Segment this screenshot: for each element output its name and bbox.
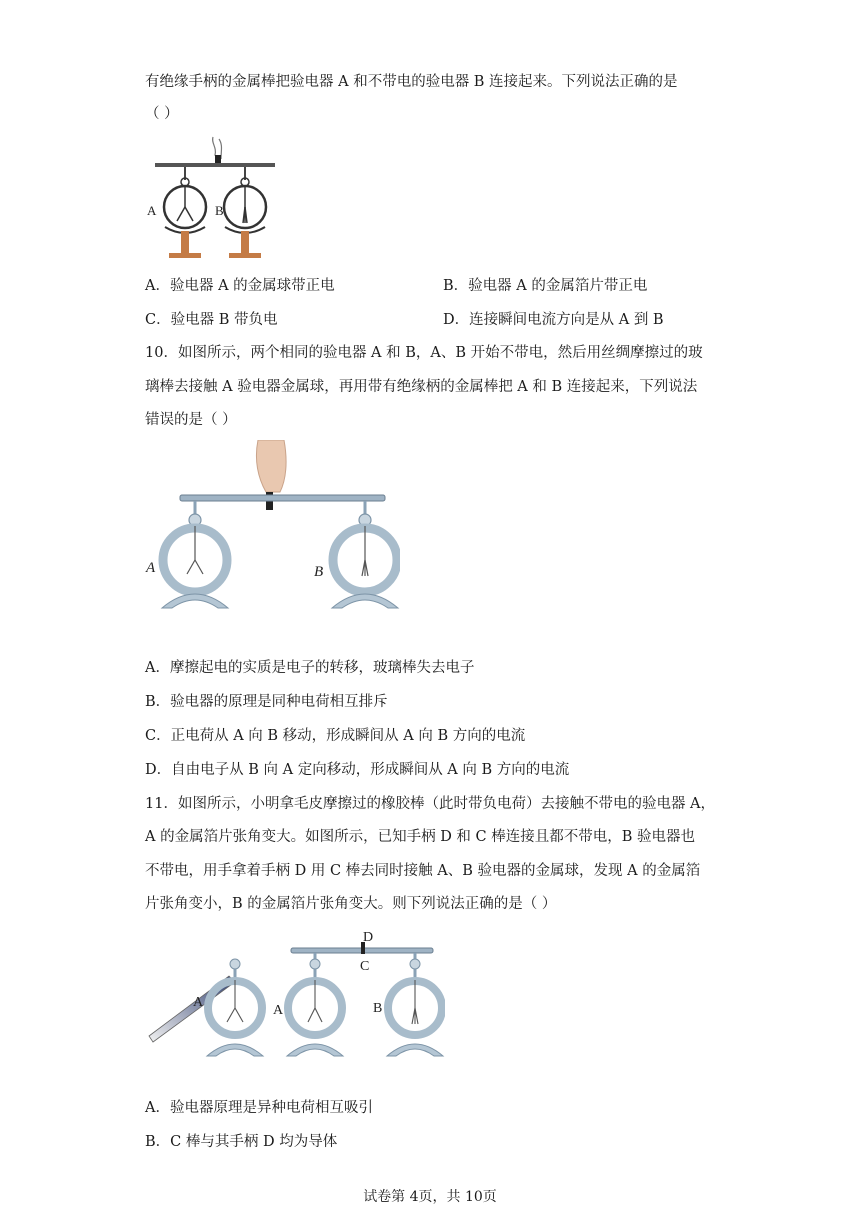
q9-option-b: B．验电器 A 的金属箔片带正电 [443,278,648,294]
q10-label-a: A [146,560,156,576]
q9-stem-line1: 有绝缘手柄的金属棒把验电器 A 和不带电的验电器 B 连接起来。下列说法正确的是 [145,74,678,90]
q10-option-c: C．正电荷从 A 向 B 移动，形成瞬间从 A 向 B 方向的电流 [145,728,526,744]
q11-label-b: B [373,1001,383,1016]
q11-stem-line3: 不带电，用手拿着手柄 D 用 C 棒去同时接触 A、B 验电器的金属球，发现 A 的金属箔 [145,863,701,879]
q11-stem-line1: 11．如图所示，小明拿毛皮摩擦过的橡胶棒（此时带负电荷）去接触不带电的验电器 A， [145,796,716,812]
q10-option-a: A．摩擦起电的实质是电子的转移，玻璃棒失去电子 [145,660,475,676]
q9-option-c: C．验电器 B 带负电 [145,312,278,328]
q9-label-b: B [215,203,224,218]
q11-electroscope-a-pair [287,953,343,1056]
q10-label-b: B [314,564,324,580]
q10-electroscope-b [332,501,398,608]
q9-option-d: D．连接瞬间电流方向是从 A 到 B [443,312,664,328]
q9-electroscope-figure [145,135,280,265]
q9-answer-blank: （ ） [145,106,179,122]
q11-electroscope-figure [145,928,445,1063]
q9-electroscope-b [224,167,266,258]
q10-stem-line3: 错误的是（ ） [145,412,237,428]
q11-stem-line4: 片张角变小，B 的金属箔片张角变大。则下列说法正确的是（ ） [145,896,557,912]
q9-electroscope-a [164,167,206,258]
q11-electroscope-b [387,953,443,1056]
q10-option-b: B．验电器的原理是同种电荷相互排斥 [145,694,388,710]
q9-label-a: A [147,203,157,218]
q11-electroscope-a-single [207,959,263,1056]
q11-option-a: A．验电器原理是异种电荷相互吸引 [145,1100,373,1116]
q11-label-d: D [363,930,374,945]
q10-stem-line1: 10．如图所示，两个相同的验电器 A 和 B，A、B 开始不带电，然后用丝绸摩擦过的玻 [145,345,703,361]
page-footer: 试卷第 4页，共 10页 [363,1189,497,1205]
q9-option-a: A．验电器 A 的金属球带正电 [145,278,335,294]
q11-label-a-single: A [193,995,204,1010]
q10-option-d: D．自由电子从 B 向 A 定向移动，形成瞬间从 A 向 B 方向的电流 [145,762,570,778]
q10-electroscope-figure [140,440,400,615]
q11-stem-line2: A 的金属箔片张角变大。如图所示，已知手柄 D 和 C 棒连接且都不带电，B 验电器也 [145,829,695,845]
q11-label-c: C [360,959,370,974]
q11-option-b: B．C 棒与其手柄 D 均为导体 [145,1134,338,1150]
q10-electroscope-a [162,501,228,608]
q10-stem-line2: 璃棒去接触 A 验电器金属球，再用带有绝缘柄的金属棒把 A 和 B 连接起来，下列说法 [145,379,698,395]
q11-label-a-pair: A [273,1003,284,1018]
